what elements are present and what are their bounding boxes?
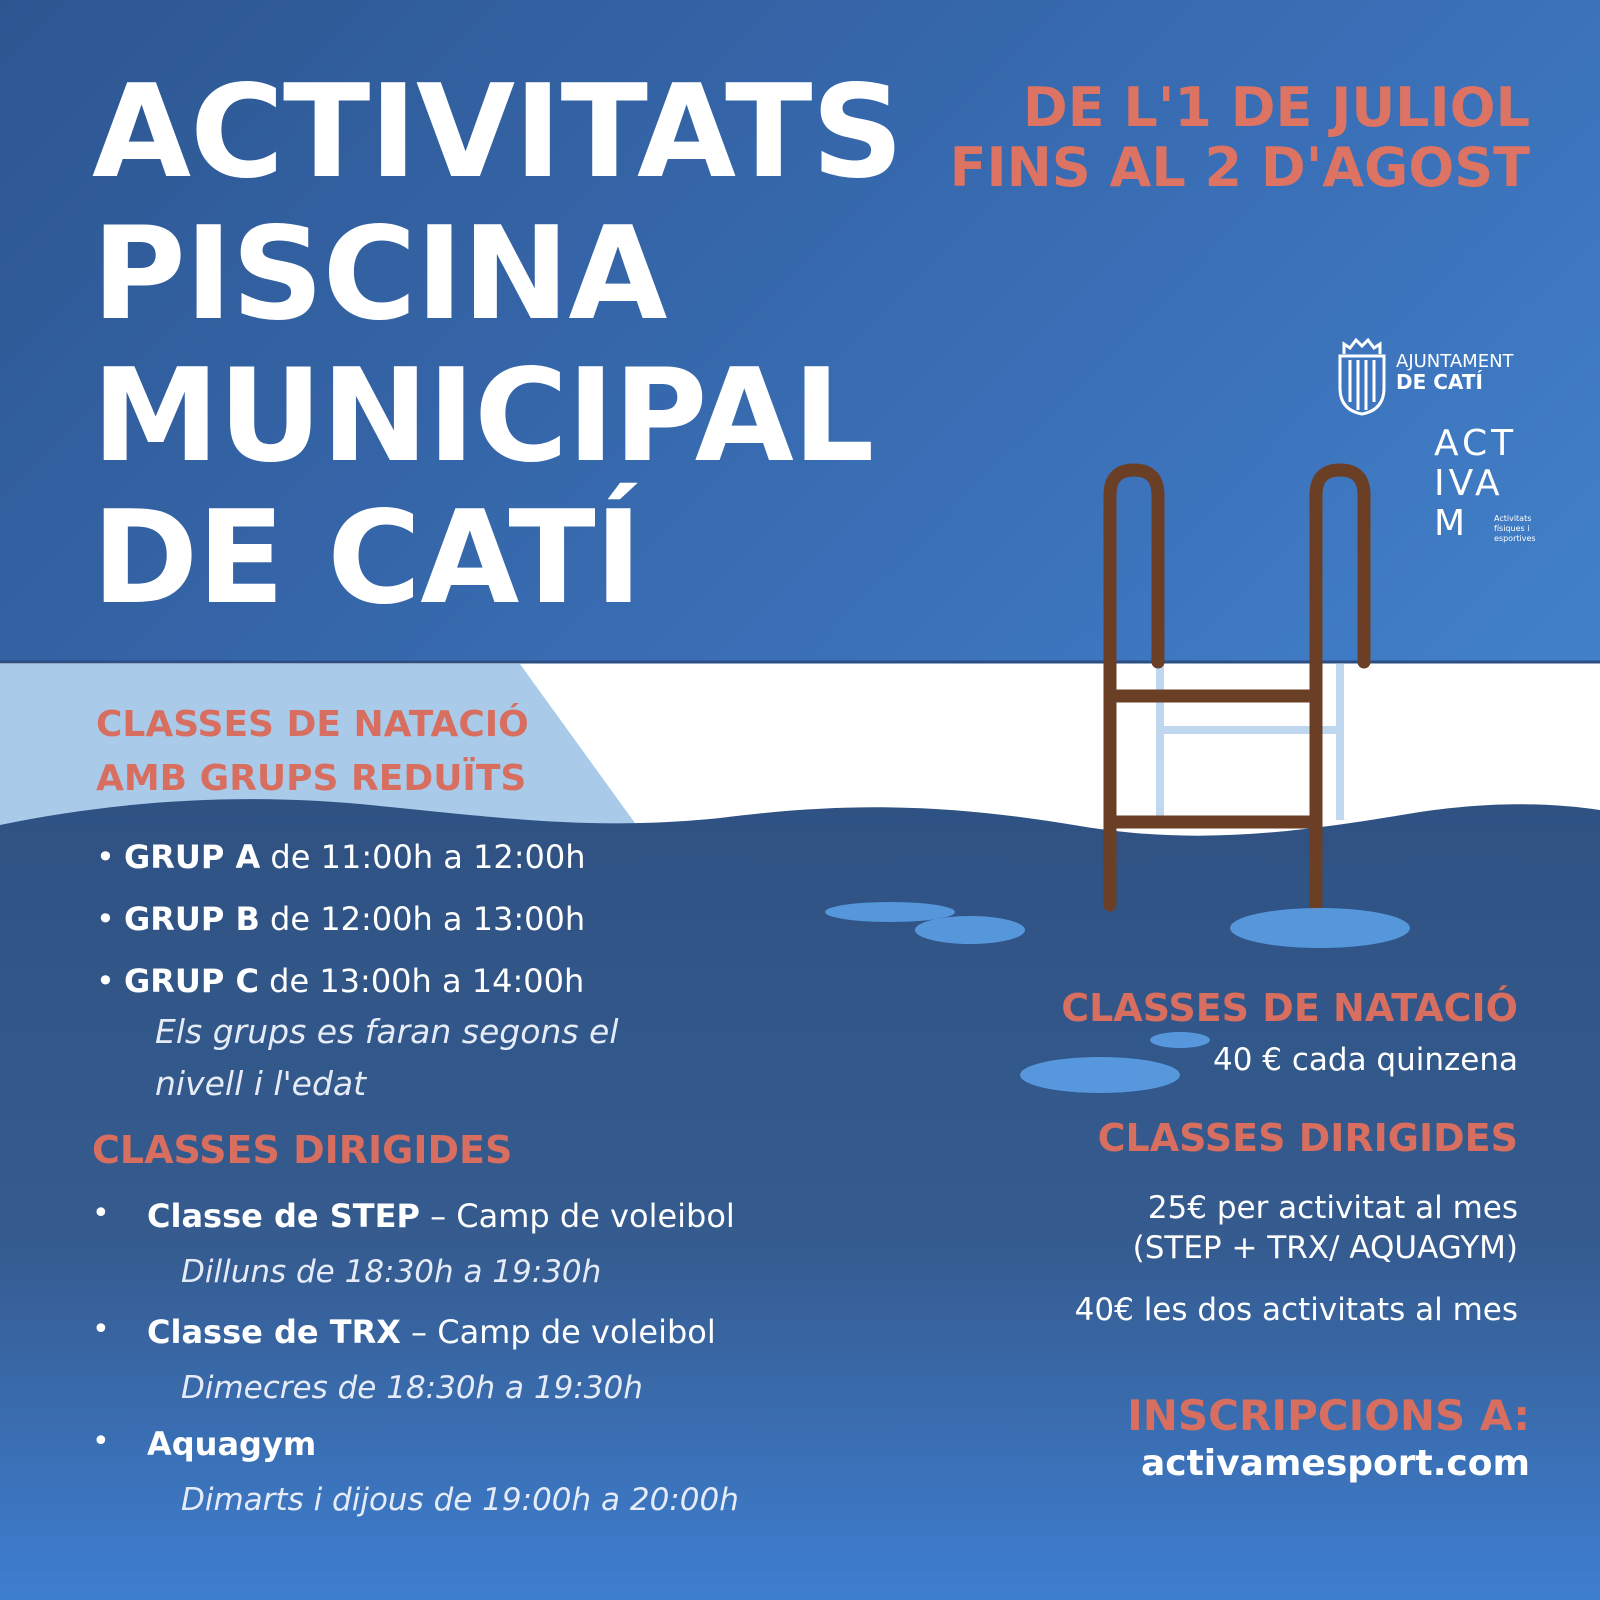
date-range [950,78,1530,198]
date-line: DE L'1 DE JULIOL [1022,76,1530,139]
group-name: GRUP B [124,900,260,938]
list-item [92,1312,739,1424]
directed-price-line: (STEP + TRX/ AQUAGYM) [1132,1230,1518,1266]
group-time: de 11:00h a 12:00h [260,838,586,876]
ajuntament-name [1396,352,1514,392]
list-item [96,836,586,898]
website-link[interactable]: activamesport.com [1140,1443,1530,1484]
class-name: Classe de STEP [147,1197,420,1235]
class-name: Classe de TRX [147,1313,401,1351]
class-place: – Camp de voleibol [400,1313,716,1351]
activam-sub-line: esportives [1494,534,1536,543]
activam-logo-icon [1434,424,1544,544]
groups-note [155,1006,618,1110]
title-line: DE CATÍ [92,484,642,633]
page-title [92,58,903,633]
class-name: Aquagym [147,1425,317,1463]
title-line: PISCINA [92,200,667,349]
group-time: de 13:00h a 14:00h [258,962,585,1000]
title-line: ACTIVITATS [92,58,903,207]
activam-letter-row: M [1434,503,1470,544]
group-name: GRUP C [124,962,259,1000]
inscriptions-label: INSCRIPCIONS A: [1127,1391,1530,1440]
directed-price-heading: CLASSES DIRIGIDES [1097,1116,1518,1160]
swim-price: 40 € cada quinzena [1212,1042,1518,1078]
group-name: GRUP A [124,838,261,876]
swim-heading-line: CLASSES DE NATACIÓ [96,704,529,745]
ajuntament-logo [1336,336,1536,416]
swim-classes-heading [96,698,529,806]
inscriptions [1127,1390,1530,1486]
swim-heading-line: AMB GRUPS REDUÏTS [96,758,527,799]
ajuntament-line: AJUNTAMENT [1396,351,1514,372]
swim-groups-list [96,836,586,1022]
note-line: Els grups es faran segons el [155,1012,619,1051]
directed-price-line: 40€ les dos activitats al mes [1074,1292,1518,1328]
activam-letter-row: ACT [1434,423,1518,464]
list-item [96,898,586,960]
note-line: nivell i l'edat [155,1064,367,1103]
directed-price-line: 25€ per activitat al mes [1147,1190,1518,1226]
date-line: FINS AL 2 D'AGOST [949,136,1530,199]
coat-of-arms-icon [1336,336,1388,418]
class-schedule: Dilluns de 18:30h a 19:30h [181,1254,602,1290]
title-line: MUNICIPAL [92,342,874,491]
swim-price-heading: CLASSES DE NATACIÓ [1061,986,1518,1030]
class-schedule: Dimecres de 18:30h a 19:30h [181,1370,643,1406]
directed-classes-heading: CLASSES DIRIGIDES [92,1128,513,1172]
activam-letter-row: IVA [1434,463,1504,504]
activam-subtitle [1494,514,1536,544]
class-place: – Camp de voleibol [419,1197,735,1235]
list-item [92,1196,739,1312]
directed-classes-list [92,1196,739,1520]
class-schedule: Dimarts i dijous de 19:00h a 20:00h [181,1482,739,1518]
ajuntament-line: DE CATÍ [1396,370,1483,394]
group-time: de 12:00h a 13:00h [259,900,586,938]
list-item [92,1424,739,1520]
activam-sub-line: Activitats [1494,514,1532,523]
activam-sub-line: físiques i [1494,524,1530,533]
